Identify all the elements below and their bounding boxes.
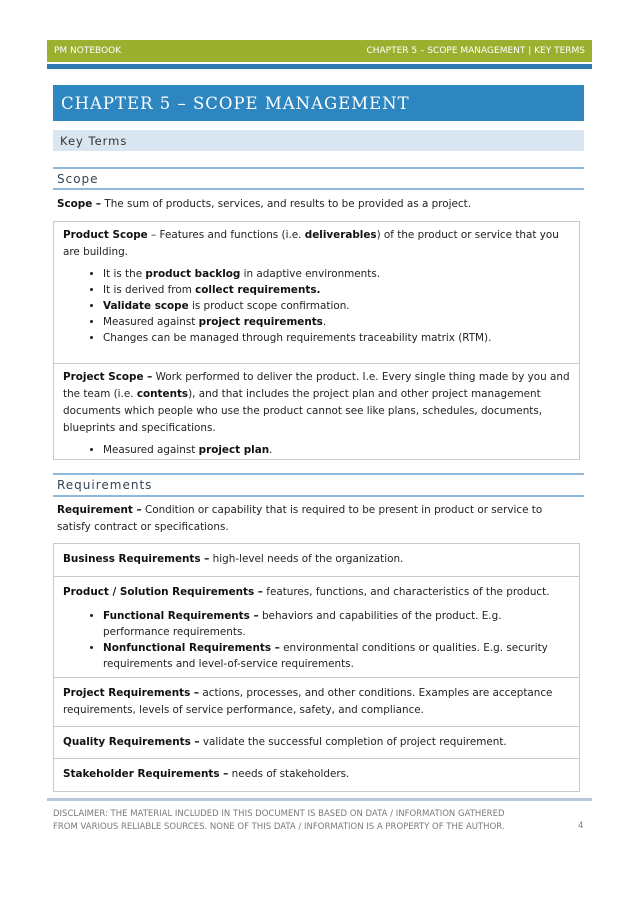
list-item [103,330,570,346]
chapter-title: CHAPTER 5 – SCOPE MANAGEMENT [53,85,584,121]
list-item [103,266,570,282]
page-header [47,40,592,62]
deliverables-term: deliverables [304,229,377,241]
quality-requirements-cell [54,727,579,759]
footer-disclaimer: DISCLAIMER: THE MATERIAL INCLUDED IN THIS DOCUMENT IS BASED ON DATA / INFORMATION GATHERED FROM VARIOUS RELIABLE SOURCES. NONE OF THIS DATA / INFORMATION IS A PROPERTY OF THE AUTHOR. [53,809,505,832]
product-requirements-term: Product / Solution Requirements – [63,586,263,598]
functional-requirements-text: behaviors and capabilities of the product. E.g. performance requirements. [103,610,502,638]
header-right-label: CHAPTER 5 – SCOPE MANAGEMENT | KEY TERMS [366,46,585,56]
project-scope-cell [54,364,579,459]
scope-def-text: The sum of products, services, and results to be provided as a project. [101,198,472,210]
bullet-text: It is derived from [103,284,196,296]
bullet-text: Changes can be managed through requirements traceability matrix (RTM). [103,332,492,344]
product-scope-list [63,266,570,346]
bullet-text: Measured against [103,316,199,328]
bullet-text: in adaptive environments. [240,268,381,280]
bullet-text: is product scope confirmation. [188,300,350,312]
requirements-table [53,543,580,792]
project-requirements-term: Project Requirements – [63,687,200,699]
quality-requirements-term: Quality Requirements – [63,736,200,748]
nonfunctional-requirements-text: environmental conditions or qualities. E.g. security requirements and level-of-service requirements. [103,642,548,670]
section-divider [53,495,584,497]
requirements-heading: Requirements [57,478,153,492]
product-requirements-paragraph [63,584,570,601]
business-requirements-term: Business Requirements – [63,553,210,565]
product-scope-term: Product Scope [63,229,148,241]
bullet-bold: product backlog [145,268,241,280]
quality-requirements-text: validate the successful completion of project requirement. [199,736,507,748]
stakeholder-requirements-cell [54,759,579,791]
project-scope-paragraph [63,369,570,437]
product-requirements-text: features, functions, and characteristics of the product. [262,586,550,598]
requirement-def-text: Condition or capability that is required to be present in product or service to satisfy contract or specifications. [57,504,543,533]
section-divider [53,188,584,190]
project-requirements-text: actions, processes, and other conditions. Examples are acceptance requirements, levels of service performance, safety, and compliance. [63,687,553,716]
business-requirements-cell [54,544,579,577]
footer-divider [47,798,592,801]
functional-requirements-term: Functional Requirements – [103,610,259,622]
stakeholder-requirements-term: Stakeholder Requirements – [63,768,229,780]
header-divider [47,64,592,69]
bullet-bold: project requirements [198,316,323,328]
bullet-text: Measured against [103,444,199,456]
product-scope-cell [54,222,579,364]
list-item [103,314,570,330]
product-scope-text-b: ) of the product or service that you are building. [63,229,559,258]
project-requirements-cell [54,678,579,727]
project-scope-list [63,442,570,458]
page-number: 4 [578,821,584,831]
project-scope-text-a: Work performed to deliver the product. I.e. Every single thing made by you and the team (i.e. [63,371,570,400]
scope-term: Scope – [57,198,102,210]
section-divider [53,473,584,475]
business-requirements-text: high-level needs of the organization. [209,553,404,565]
requirement-term: Requirement – [57,504,142,516]
scope-heading: Scope [57,172,99,186]
product-requirements-list [63,608,570,672]
project-scope-term: Project Scope – [63,371,153,383]
project-scope-text-b: ), and that includes the project plan and other project management documents which people who use the product cannot see like plans, schedules, documents, blueprints and specifications. [63,388,543,434]
bullet-text: . [269,444,273,456]
scope-definition [57,196,577,213]
list-item [103,282,570,298]
list-item [103,442,570,458]
product-scope-text-a: – Features and functions (i.e. [147,229,305,241]
bullet-bold: Validate scope [103,300,189,312]
list-item [103,298,570,314]
bullet-text: . [322,316,327,328]
bullet-bold: collect requirements. [195,284,321,296]
header-left-label: PM NOTEBOOK [54,46,122,56]
product-scope-paragraph [63,227,570,261]
key-terms-label: Key Terms [53,130,584,151]
contents-term: contents [136,388,189,400]
requirement-definition [57,502,577,536]
scope-table [53,221,580,460]
product-requirements-cell [54,577,579,678]
bullet-bold: project plan [198,444,270,456]
list-item [103,640,570,672]
nonfunctional-requirements-term: Nonfunctional Requirements – [103,642,280,654]
bullet-text: It is the [103,268,146,280]
section-divider [53,167,584,169]
list-item [103,608,570,640]
stakeholder-requirements-text: needs of stakeholders. [228,768,350,780]
